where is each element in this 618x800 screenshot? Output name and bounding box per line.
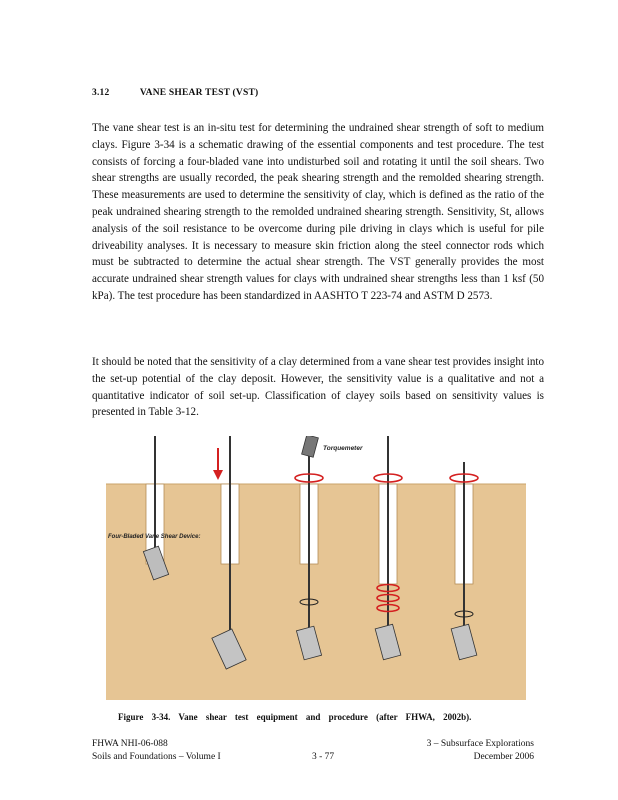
vane-shear-figure: [106, 436, 526, 704]
device-label-text: Four-Bladed Vane Shear Device:: [108, 534, 201, 540]
torquemeter-icon: [302, 436, 319, 457]
footer-doc-title: Soils and Foundations – Volume I: [92, 752, 221, 762]
section-title: VANE SHEAR TEST (VST): [139, 88, 259, 98]
footer-left: [92, 738, 221, 764]
section-heading: [92, 88, 286, 98]
footer-date: December 2006: [473, 752, 534, 762]
footer-page-number: 3 - 77: [312, 752, 335, 762]
push-arrowhead: [213, 470, 223, 480]
section-number: 3.12: [92, 88, 110, 98]
footer-chapter: 3 – Subsurface Explorations: [426, 739, 534, 749]
device-label: [108, 534, 200, 540]
footer-doc-number: FHWA NHI-06-088: [92, 739, 168, 749]
body-paragraph-1: The vane shear test is an in-situ test for determining the undrained shear strength of soft to medium clays. Figure 3-34 is a schematic drawing of the essential components and test procedure. The test consists of forcing a four-bladed vane into undisturbed soil and rotating it until the soil shears. Two shear strengths are usually recorded, the peak shearing strength and the remolded shearing strength. These measurements are used to determine the sensitivity of clay, which is defined as the ratio of the peak undrained shearing strength to the remolded undrained shearing strength. Sensitivity, St, allows analysis of the soil resistance to be overcome during pile driving in clays which is useful for pile driveability analyses. It is necessary to measure skin friction along the steel connector rods which must be subtracted to determine the actual shear strength. The VST generally provides the most accurate undrained shear strength values for clays with undrained shear strengths less than 1 ksf (50 kPa). The test procedure has been standardized in AASHTO T 223-74 and ASTM D 2573.: [92, 122, 544, 302]
footer-right: [400, 738, 534, 764]
body-paragraph-2: It should be noted that the sensitivity of a clay determined from a vane shear test provides insight into the set-up potential of the clay deposit. However, the sensitivity value is a qualitative and not a quantitative indicator of soil set-up. Classification of clayey soils based on sensitivity values is presented in Table 3-12.: [92, 356, 544, 419]
torquemeter-label: Torquemeter: [323, 445, 363, 452]
figure-caption: Figure 3-34. Vane shear test equipment and procedure (after FHWA, 2002b).: [118, 712, 472, 722]
